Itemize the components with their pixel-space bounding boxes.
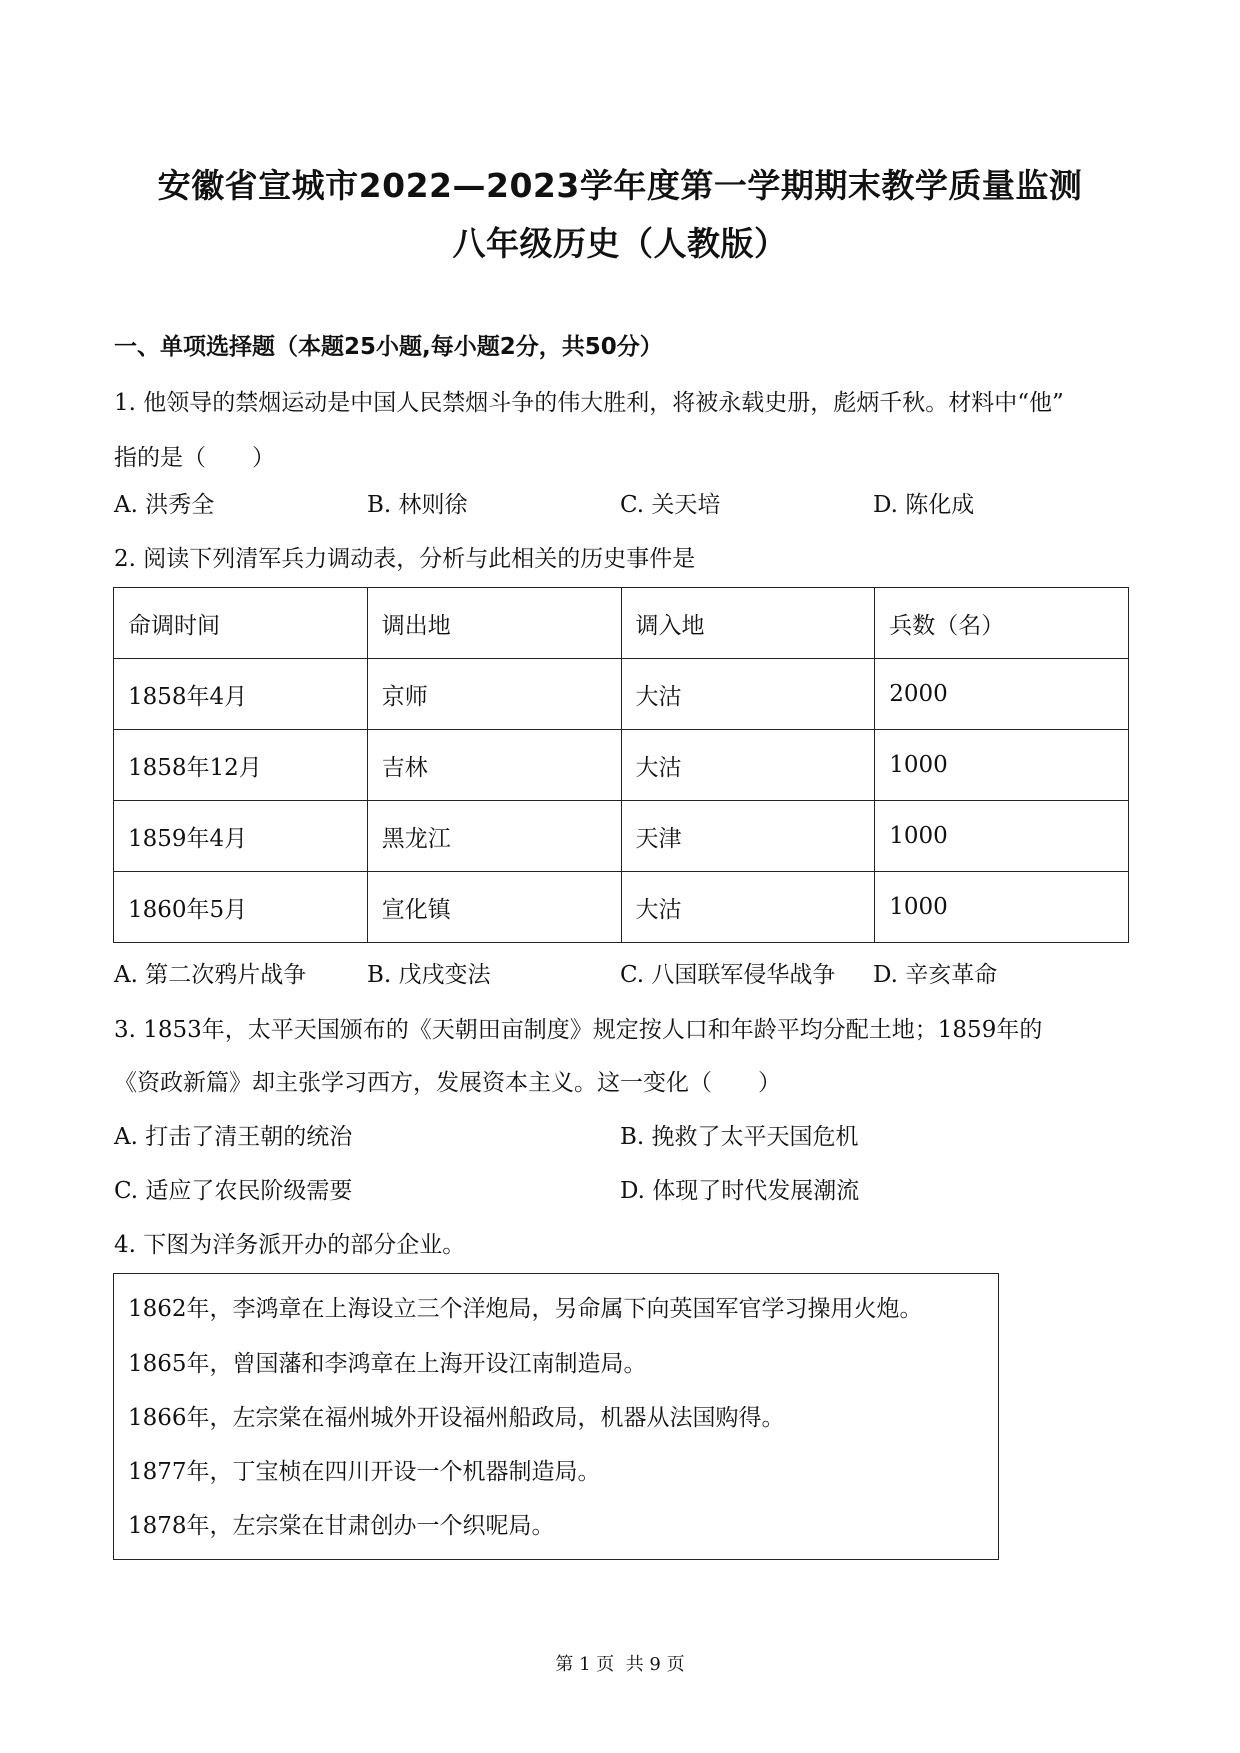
table-row [114,730,1129,801]
table-cell: 1858年12月 [114,730,368,801]
q1-option-b: B. 林则徐 [367,492,468,518]
q3-stem-line1: 3. 1853年，太平天国颁布的《天朝田亩制度》规定按人口和年龄平均分配土地；1859年的 [114,1017,1043,1043]
table-row [114,659,1129,730]
table-cell: 大沽 [621,730,875,801]
box-line: 1862年，李鸿章在上海设立三个洋炮局，另命属下向英国军官学习操用火炮。 [128,1296,923,1322]
box-line: 1877年，丁宝桢在四川开设一个机器制造局。 [128,1459,601,1485]
section-heading: 一、单项选择题（本题25小题,每小题2分，共50分） [114,334,663,360]
table-cell: 大沽 [621,659,875,730]
table-cell: 1860年5月 [114,872,368,943]
exam-subtitle: 八年级历史（人教版） [452,224,788,263]
q2-option-d: D. 辛亥革命 [873,962,998,988]
q1-stem-line1: 1. 他领导的禁烟运动是中国人民禁烟斗争的伟大胜利，将被永载史册，彪炳千秋。材料中“他” [114,390,1064,416]
q2-option-a: A. 第二次鸦片战争 [114,962,307,988]
enterprise-list-box [113,1273,999,1560]
table-header-row [114,588,1129,659]
q4-stem: 4. 下图为洋务派开办的部分企业。 [114,1232,466,1258]
exam-title: 安徽省宣城市2022—2023学年度第一学期期末教学质量监测 [157,166,1083,205]
table-cell: 1000 [875,730,1129,801]
box-line: 1878年，左宗棠在甘肃创办一个织呢局。 [128,1513,555,1539]
table-cell: 1858年4月 [114,659,368,730]
table-row [114,801,1129,872]
q1-option-d: D. 陈化成 [873,492,975,518]
q3-option-d: D. 体现了时代发展潮流 [620,1178,860,1204]
q2-option-c: C. 八国联军侵华战争 [620,962,836,988]
q2-stem: 2. 阅读下列清军兵力调动表，分析与此相关的历史事件是 [114,546,696,572]
table-header-cell: 命调时间 [114,588,368,659]
table-cell: 天津 [621,801,875,872]
table-header-cell: 调入地 [621,588,875,659]
table-cell: 宣化镇 [367,872,621,943]
table-cell: 京师 [367,659,621,730]
page-footer: 第 1 页 共 9 页 [555,1654,685,1675]
q2-option-b: B. 戊戌变法 [367,962,491,988]
table-header-cell: 调出地 [367,588,621,659]
table-cell: 黑龙江 [367,801,621,872]
table-cell: 吉林 [367,730,621,801]
table-cell: 1859年4月 [114,801,368,872]
q3-option-c: C. 适应了农民阶级需要 [114,1178,353,1204]
table-cell: 2000 [875,659,1129,730]
q1-option-c: C. 关天培 [620,492,721,518]
box-line: 1866年，左宗棠在福州城外开设福州船政局，机器从法国购得。 [128,1405,785,1431]
q3-stem-line2: 《资政新篇》却主张学习西方，发展资本主义。这一变化（ ） [114,1070,781,1096]
troop-movement-table [113,587,1129,943]
q3-option-a: A. 打击了清王朝的统治 [114,1124,353,1150]
table-cell: 1000 [875,801,1129,872]
q1-option-a: A. 洪秀全 [114,492,215,518]
table-row [114,872,1129,943]
table-cell: 1000 [875,872,1129,943]
table-cell: 大沽 [621,872,875,943]
box-line: 1865年，曾国藩和李鸿章在上海开设江南制造局。 [128,1351,647,1377]
table-header-cell: 兵数（名） [875,588,1129,659]
q1-stem-line2: 指的是（ ） [114,445,275,471]
q3-option-b: B. 挽救了太平天国危机 [620,1124,859,1150]
